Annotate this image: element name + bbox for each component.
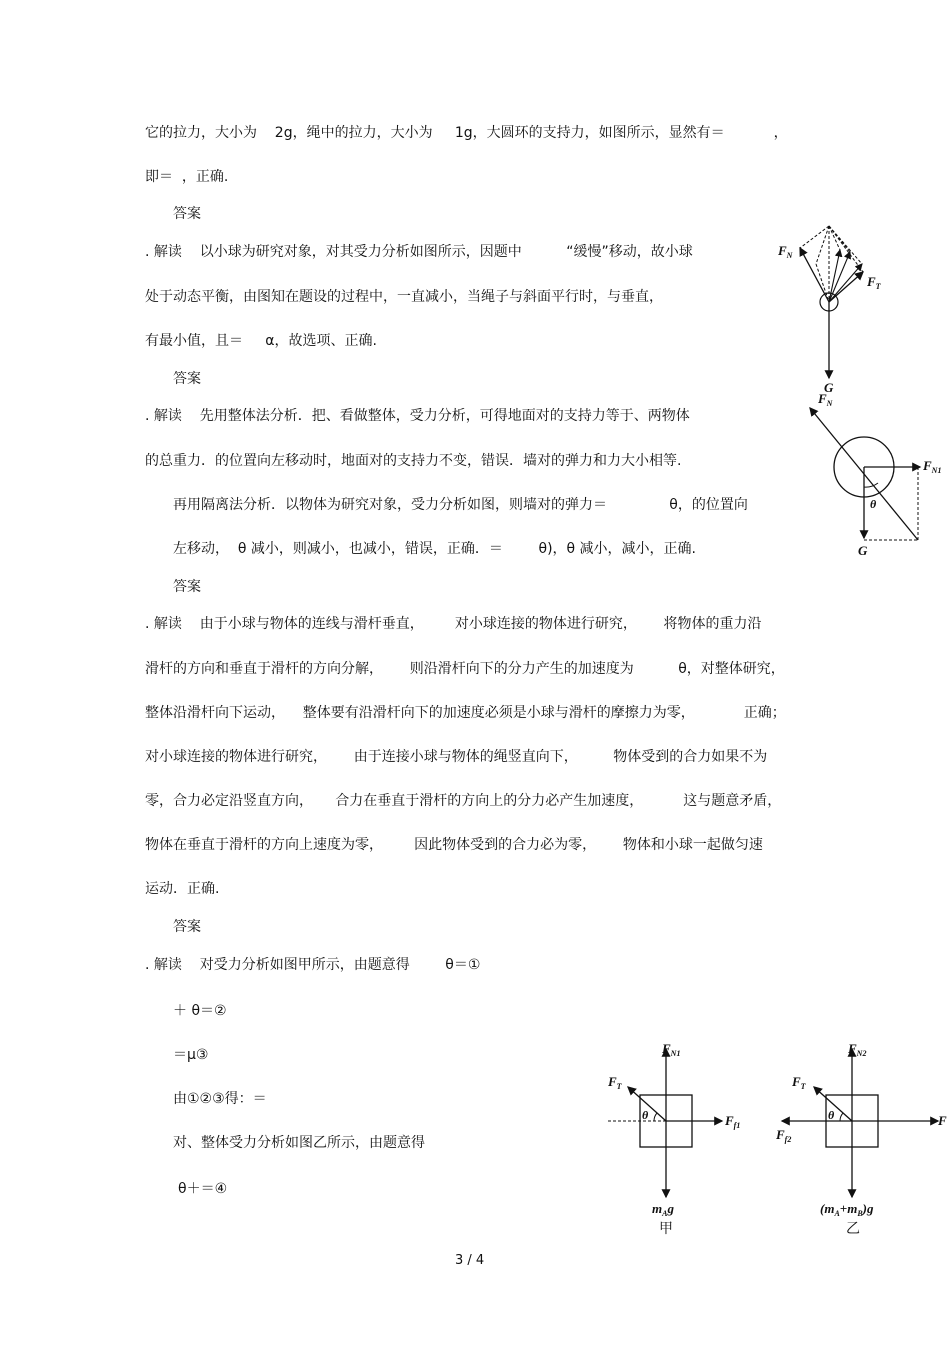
svg-text:FT: $F_T$ <box>792 1074 806 1091</box>
force-diagram-sphere <box>800 390 950 560</box>
fn-label: F <box>778 243 787 258</box>
answer-label-4: 答案 <box>173 919 201 935</box>
weight-label-b: (m <box>820 1201 835 1216</box>
text-line-19: 运动．正确. <box>145 881 220 897</box>
text-line-14: 滑杆的方向和垂直于滑杆的方向分解， 则沿滑杆向下的分力产生的加速度为 θ，对整体研究， <box>145 661 785 677</box>
svg-text:FN: $F_N$ <box>818 391 833 408</box>
svg-text:FT: $F_T$ <box>867 274 881 291</box>
text-line-1: 它的拉力，大小为 2g，绳中的拉力，大小为 1g，大圆环的支持力，如图所示，显然有＝ ， <box>145 125 788 141</box>
text-line-15: 整体沿滑杆向下运动， 整体要有沿滑杆向下的加速度必须是小球与滑杆的摩擦力为零， 正确； <box>145 705 786 721</box>
text-line-13: . 解读 由于小球与物体的连线与滑杆垂直， 对小球连接的物体进行研究， 将物体的重力沿 <box>145 616 762 632</box>
caption-a: 甲 <box>659 1221 673 1237</box>
text-line-8: . 解读 先用整体法分析．把、看做整体，受力分析，可得地面对的支持力等于、两物体 <box>145 408 690 424</box>
text-line-2: 即＝ ，正确. <box>145 169 229 185</box>
equation-3: ＝μ③ <box>173 1047 209 1063</box>
fn2-label: F <box>848 1041 857 1056</box>
svg-text:FT: $F_T$ <box>608 1074 622 1091</box>
ff2-label: F <box>776 1127 785 1142</box>
svg-text:FN1: $F_{N1}$ <box>662 1041 681 1058</box>
force-diagram-b <box>770 1035 950 1240</box>
force-diagram-a <box>600 1035 760 1240</box>
text-line-18: 物体在垂直于滑杆的方向上速度为零， 因此物体受到的合力必为零， 物体和小球一起做匀速 <box>145 837 763 853</box>
fn-label-2: F <box>818 391 827 406</box>
svg-text:(mA+mB)g: $(m_A+m_B)g$ <box>820 1201 874 1218</box>
text-line-4: . 解读 以小球为研究对象，对其受力分析如图所示，因题中 “缓慢”移动，故小球 <box>145 244 693 260</box>
text-line-5: 处于动态平衡，由图知在题设的过程中，一直减小，当绳子与斜面平行时，与垂直， <box>145 289 663 305</box>
svg-text:Ff1: $F_{f1}$ <box>725 1113 741 1130</box>
fn1-label: F <box>923 458 932 473</box>
f-right-label: F <box>938 1113 947 1128</box>
page-number: 3 / 4 <box>455 1253 485 1268</box>
force-diagram-ball <box>770 220 890 395</box>
theta-label: θ <box>870 497 877 511</box>
svg-text:FN2: $F_{N2}$ <box>848 1041 867 1058</box>
svg-text:mAg: $m_Ag$ <box>652 1201 674 1218</box>
text-line-25: 对、整体受力分析如图乙所示，由题意得 <box>173 1135 425 1151</box>
text-line-17: 零，合力必定沿竖直方向， 合力在垂直于滑杆的方向上的分力必产生加速度， 这与题意矛盾， <box>145 793 782 809</box>
text-line-11: 左移动， θ 减小，则减小，也减小，错误，正确．＝ θ)，θ 减小，减小，正确. <box>173 541 697 557</box>
weight-label-a: m <box>652 1201 663 1216</box>
theta-label-b: θ <box>828 1108 835 1122</box>
text-line-6: 有最小值，且＝ α，故选项、正确. <box>145 333 377 349</box>
g-label-2: G <box>858 543 868 558</box>
equation-4: θ＋＝④ <box>178 1181 228 1197</box>
answer-label-1: 答案 <box>173 206 201 222</box>
ft-label-a: F <box>608 1074 617 1089</box>
svg-text:FN: $F_N$ <box>778 243 793 260</box>
answer-label-3: 答案 <box>173 579 201 595</box>
caption-b: 乙 <box>846 1221 860 1237</box>
svg-text:Ff2: $F_{f2}$ <box>776 1127 792 1144</box>
equation-result: 由①②③得：＝ <box>173 1091 267 1107</box>
text-line-10: 再用隔离法分析．以物体为研究对象，受力分析如图，则墙对的弹力＝ θ，的位置向 <box>173 497 748 513</box>
ft-label: F <box>867 274 876 289</box>
ft-label-b: F <box>792 1074 801 1089</box>
g-label: G <box>824 380 834 395</box>
answer-label-2: 答案 <box>173 371 201 387</box>
svg-text:FN1: $F_{N1}$ <box>923 458 942 475</box>
text-line-16: 对小球连接的物体进行研究， 由于连接小球与物体的绳竖直向下， 物体受到的合力如果不为 <box>145 749 768 765</box>
equation-2: ＋ θ＝② <box>173 1003 227 1019</box>
text-line-21: . 解读 对受力分析如图甲所示，由题意得 θ＝① <box>145 957 481 973</box>
ff1-label: F <box>725 1113 734 1128</box>
theta-label-a: θ <box>642 1108 649 1122</box>
fn1-label-a: F <box>662 1041 671 1056</box>
text-line-9: 的总重力．的位置向左移动时，地面对的支持力不变，错误．墙对的弹力和力大小相等. <box>145 453 682 469</box>
